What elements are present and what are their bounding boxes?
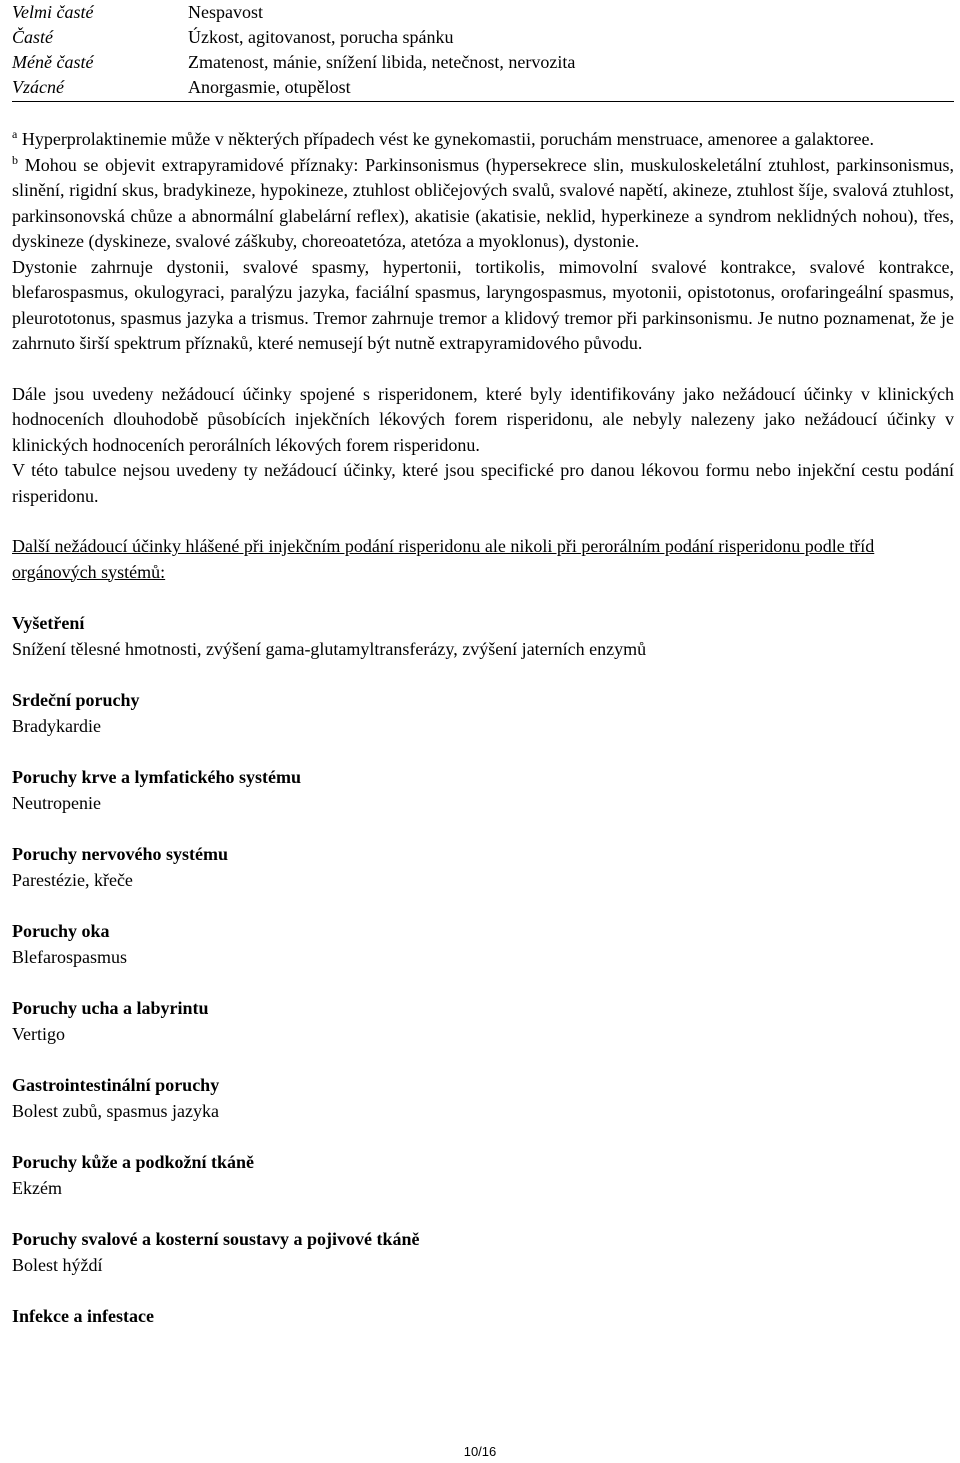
organ-system-section (12, 1150, 954, 1201)
section-title: Poruchy krve a lymfatického systému (12, 767, 301, 787)
frequency-label: Méně časté (12, 52, 94, 72)
section-body: Blefarospasmus (12, 946, 127, 967)
section-title: Vyšetření (12, 613, 85, 633)
section-body: Parestézie, křeče (12, 869, 133, 890)
frequency-label: Velmi časté (12, 2, 94, 22)
section-title: Srdeční poruchy (12, 690, 140, 710)
frequency-row (12, 25, 954, 50)
frequency-table (12, 0, 954, 102)
footnote-text: Mohou se objevit extrapyramidové příznaky: Parkinsonismus (hypersekrece slin, muskuloskeletální ztuhlost, parkinsonismus, slinění, rigidní skus, bradykineze, hypokineze, ztuhlost obličejových svalů, svalové napětí, akineze, ztuhlost šíje, svalová ztuhlost, parkinsonovská chůze a abnormální glabelární reflex), akatisie (akatisie, neklid, hyperkineze a syndrom neklidných nohou), třes, dyskineze (dyskineze, svalové záškuby, choreoatetóza, atetóza a myoklonus), dystonie. (12, 154, 954, 251)
frequency-value: Zmatenost, mánie, snížení libida, netečnost, nervozita (188, 52, 576, 72)
intro-paragraph: Dále jsou uvedeny nežádoucí účinky spojené s risperidonem, které byly identifikovány jako nežádoucí účinky v klinických hodnoceních dlouhodobě působících injekčních lékových forem risperidonu, ale nebyly nalezeny jako nežádoucí účinky v klinických hodnoceních perorálních lékových forem risperidonu. (12, 383, 954, 455)
section-body: Bradykardie (12, 715, 101, 736)
organ-system-section (12, 1227, 954, 1278)
section-body: Neutropenie (12, 792, 101, 813)
footnote-marker: a (12, 127, 18, 141)
organ-system-section (12, 996, 954, 1047)
section-title: Poruchy nervového systému (12, 844, 228, 864)
section-body: Vertigo (12, 1023, 65, 1044)
section-title: Poruchy oka (12, 921, 110, 941)
organ-system-section (12, 842, 954, 893)
organ-system-section (12, 919, 954, 970)
section-list-heading: Další nežádoucí účinky hlášené při injekčním podání risperidonu ale nikoli při perorálním podání risperidonu podle tříd orgánových systémů: (12, 536, 875, 582)
intro-paragraph: V této tabulce nejsou uvedeny ty nežádoucí účinky, které jsou specifické pro danou lékovou formu nebo injekční cestu podání risperidonu. (12, 460, 954, 506)
page-number: 10/16 (463, 1444, 497, 1459)
frequency-label: Vzácné (12, 77, 64, 97)
document-page (12, 0, 954, 1356)
dystonia-paragraph: Dystonie zahrnuje dystonii, svalové spasmy, hypertonii, tortikolis, mimovolní svalové kontrakce, svalové kontrakce, blefarospasmus, okulogyraci, paralýzu jazyka, faciální spasmus, laryngospasmus, myotonii, opistotonus, orofaringeální spasmus, pleurototonus, spasmus jazyka a trismus. Tremor zahrnuje tremor a klidový tremor při parkinsonismu. Je nutno poznamenat, že je zahrnuto širší spektrum příznaků, které nemusejí být nutně extrapyramidového původu. (12, 256, 954, 353)
section-title: Poruchy kůže a podkožní tkáně (12, 1152, 255, 1172)
frequency-row (12, 75, 954, 100)
section-title: Gastrointestinální poruchy (12, 1075, 220, 1095)
frequency-value: Nespavost (188, 2, 263, 22)
section-title: Poruchy ucha a labyrintu (12, 998, 209, 1018)
organ-system-section (12, 611, 954, 662)
frequency-row (12, 0, 954, 25)
section-body: Bolest zubů, spasmus jazyka (12, 1100, 219, 1121)
footnote-b (12, 153, 954, 255)
section-body: Snížení tělesné hmotnosti, zvýšení gama-glutamyltransferázy, zvýšení jaterních enzymů (12, 638, 647, 659)
frequency-value: Anorgasmie, otupělost (188, 77, 351, 97)
footnote-marker: b (12, 152, 18, 167)
organ-system-section (12, 1073, 954, 1124)
frequency-value: Úzkost, agitovanost, porucha spánku (188, 27, 454, 47)
section-title: Infekce a infestace (12, 1306, 154, 1326)
organ-system-section (12, 688, 954, 739)
organ-system-sections (12, 611, 954, 1330)
section-body: Ekzém (12, 1177, 62, 1198)
section-body: Bolest hýždí (12, 1254, 103, 1275)
footnotes (12, 127, 954, 357)
organ-system-section (12, 1304, 954, 1330)
organ-system-section (12, 765, 954, 816)
footnote-a (12, 127, 954, 153)
frequency-label: Časté (12, 27, 54, 47)
section-title: Poruchy svalové a kosterní soustavy a pojivové tkáně (12, 1229, 420, 1249)
frequency-row (12, 50, 954, 75)
footnote-text: Hyperprolaktinemie může v některých případech vést ke gynekomastii, poruchám menstruace, amenoree a galaktoree. (17, 129, 874, 149)
